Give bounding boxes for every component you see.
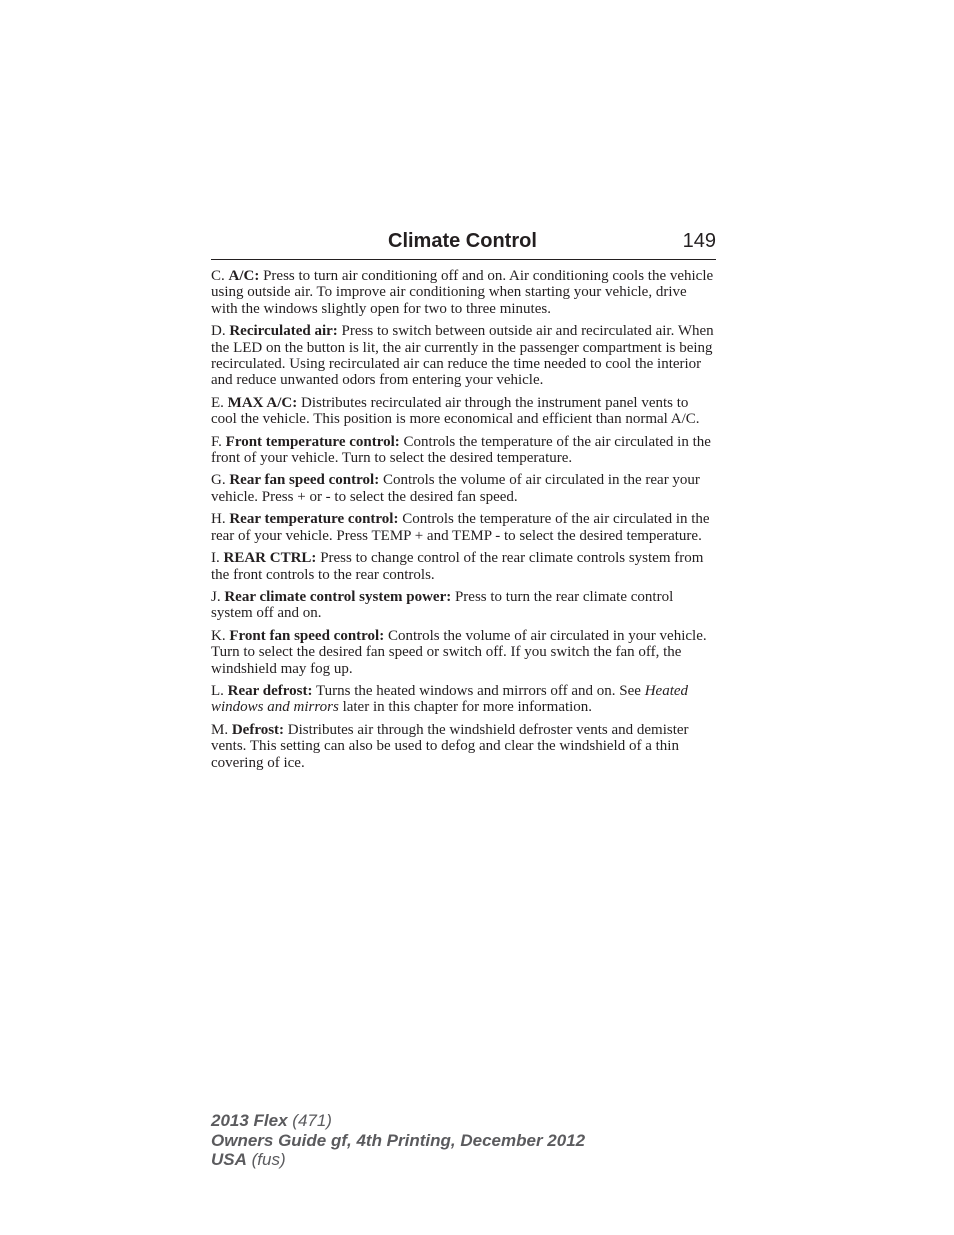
page-footer bbox=[211, 1111, 585, 1170]
item-g bbox=[211, 472, 716, 505]
item-term: Front fan speed control: bbox=[229, 627, 385, 644]
item-term: Recirculated air: bbox=[229, 323, 338, 340]
item-letter: E. bbox=[211, 394, 224, 411]
footer-market: USA bbox=[211, 1150, 247, 1169]
item-text: Controls the volume of air circulated in your vehicle. Turn to select the desired fan speed or switch off. If you switch the fan off, the windshield may fog up. bbox=[211, 627, 707, 677]
item-i bbox=[211, 550, 716, 583]
item-letter: J. bbox=[211, 588, 221, 605]
item-c bbox=[211, 268, 716, 317]
item-term: Rear climate control system power: bbox=[224, 588, 452, 605]
page-header bbox=[211, 228, 716, 260]
item-letter: M. bbox=[211, 721, 229, 738]
item-text: Controls the temperature of the air circulated in the front of your vehicle. Turn to select the desired temperature. bbox=[211, 433, 711, 467]
item-letter: F. bbox=[211, 433, 222, 450]
item-text: Distributes recirculated air through the instrument panel vents to cool the vehicle. This position is more economical and efficient than normal A/C. bbox=[211, 394, 700, 428]
item-d bbox=[211, 323, 716, 389]
item-term: Rear defrost: bbox=[227, 682, 313, 699]
item-text: Press to turn air conditioning off and on. Air conditioning cools the vehicle using outside air. To improve air conditioning when starting your vehicle, drive with the windows slightly open for two to three minutes. bbox=[211, 268, 714, 317]
section-title: Climate Control bbox=[388, 230, 537, 252]
item-term: Front temperature control: bbox=[225, 433, 400, 450]
item-f bbox=[211, 434, 716, 467]
footer-lang: (fus) bbox=[246, 1150, 286, 1169]
item-letter: L. bbox=[211, 682, 224, 699]
item-text: Distributes air through the windshield defroster vents and demister vents. This setting can also be used to defog and clear the windshield of a thin covering of ice. bbox=[211, 721, 689, 771]
footer-line-2: Owners Guide gf, 4th Printing, December 2012 bbox=[211, 1130, 586, 1150]
item-e bbox=[211, 395, 716, 428]
footer-code: (471) bbox=[287, 1111, 332, 1130]
item-text: Press to switch between outside air and recirculated air. When the LED on the button is lit, the air currently in the passenger compartment is being recirculated. Using recirculated air can reduce the time needed to cool the interior and reduce unwanted odors from entering your vehicle. bbox=[211, 323, 714, 389]
item-text: Press to change control of the rear climate controls system from the front controls to the rear controls. bbox=[211, 550, 704, 583]
item-j bbox=[211, 589, 716, 622]
item-m bbox=[211, 722, 716, 771]
item-k bbox=[211, 628, 716, 677]
item-text-after: later in this chapter for more information. bbox=[338, 699, 593, 716]
body-text bbox=[211, 268, 716, 777]
item-letter: K. bbox=[211, 627, 226, 644]
footer-model: 2013 Flex bbox=[211, 1111, 288, 1130]
item-term: REAR CTRL: bbox=[223, 550, 317, 567]
cross-reference: Heated windows and mirrors bbox=[211, 682, 689, 716]
item-text: Press to turn the rear climate control system off and on. bbox=[211, 588, 674, 622]
item-text: Controls the volume of air circulated in the rear your vehicle. Press + or - to select the desired fan speed. bbox=[211, 472, 700, 505]
item-term: MAX A/C: bbox=[227, 394, 298, 411]
page-number: 149 bbox=[682, 230, 716, 252]
item-letter: H. bbox=[211, 511, 226, 528]
item-term: Defrost: bbox=[231, 721, 285, 738]
item-letter: I. bbox=[211, 550, 220, 567]
item-text: Controls the temperature of the air circulated in the rear of your vehicle. Press TEMP + and TEMP - to select the desired temperature. bbox=[211, 511, 710, 544]
item-term: A/C: bbox=[228, 268, 260, 284]
item-text: Turns the heated windows and mirrors off and on. See bbox=[312, 682, 645, 699]
item-l bbox=[211, 683, 716, 716]
item-letter: D. bbox=[211, 323, 226, 340]
item-h bbox=[211, 511, 716, 544]
item-term: Rear fan speed control: bbox=[229, 472, 380, 489]
item-term: Rear temperature control: bbox=[229, 511, 399, 528]
item-letter: C. bbox=[211, 268, 225, 284]
footer-line-3 bbox=[211, 1150, 585, 1170]
item-letter: G. bbox=[211, 472, 226, 489]
footer-line-1 bbox=[211, 1111, 585, 1131]
